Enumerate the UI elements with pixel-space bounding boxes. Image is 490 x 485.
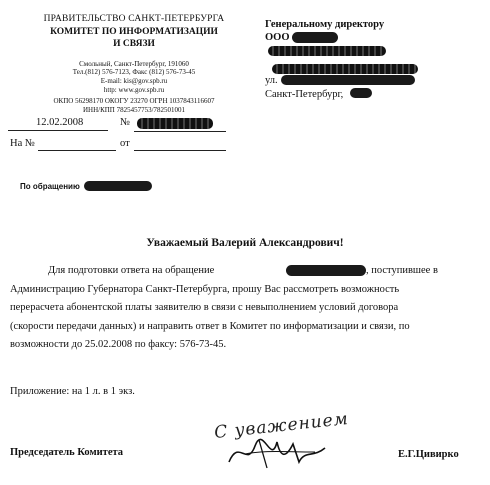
reg-date-field xyxy=(8,117,108,131)
redacted-house-number xyxy=(350,88,372,98)
sender-email: E-mail: kis@gov.spb.ru xyxy=(100,77,168,85)
handwritten-note: С уважением xyxy=(213,408,350,444)
sender-web: http: www.gov.spb.ru xyxy=(103,86,165,94)
signature-position: Председатель Комитета xyxy=(10,447,124,458)
reference-label: По обращению xyxy=(20,182,80,191)
body-line-5: возможности до 25.02.2008 по факсу: 576-73-45. xyxy=(10,339,227,350)
body-line-2: Администрацию Губернатора Санкт-Петербурга, прошу Вас рассмотреть возможность xyxy=(10,283,400,295)
sender-org-line1: ПРАВИТЕЛЬСТВО САНКТ-ПЕТЕРБУРГА xyxy=(43,14,225,24)
signature-name: Е.Г.Цивирко xyxy=(398,449,459,460)
sender-org-line3: И СВЯЗИ xyxy=(113,39,155,49)
body-line1-after: , поступившее в xyxy=(366,265,438,276)
body-line-4: (скорости передачи данных) и направить ответ в Комитет по информатизации и связи, по xyxy=(10,320,410,332)
redacted-reg-number xyxy=(137,118,213,129)
sender-codes: ОКПО 56298170 ОКОГУ 23270 ОГРН 1037843116607 xyxy=(53,97,215,105)
redacted-company-name xyxy=(292,32,338,43)
recipient-city: Санкт-Петербург, xyxy=(265,89,344,100)
recipient-company-prefix: ООО xyxy=(265,32,290,43)
body-line1-before: Для подготовки ответа на обращение xyxy=(48,265,215,276)
attachment-line: Приложение: на 1 л. в 1 экз. xyxy=(10,386,135,397)
from-label: от xyxy=(120,138,130,149)
na-label: На № xyxy=(10,138,35,149)
greeting: Уважаемый Валерий Александрович! xyxy=(146,237,344,249)
redacted-reference xyxy=(84,181,152,191)
sender-phones: Тел.(812) 576-7123, Факс (812) 576-73-45 xyxy=(72,68,196,76)
signature-scribble-icon xyxy=(225,432,330,472)
sender-address: Смольный, Санкт-Петербург, 191060 xyxy=(79,60,189,68)
redacted-address-line xyxy=(272,64,418,74)
reg-date: 12.02.2008 xyxy=(36,117,84,128)
redacted-company-line2 xyxy=(268,46,386,56)
recipient-title: Генеральному директору xyxy=(265,19,385,30)
recipient-street-prefix: ул. xyxy=(265,75,278,86)
letter-body xyxy=(10,262,476,355)
redacted-street xyxy=(281,75,415,85)
sender-inn: ИНН/КПП 7825457753/782501001 xyxy=(82,106,186,114)
body-line-1 xyxy=(10,262,476,281)
body-line-3: перерасчета абонентской платы заявителю в связи с невыполнением условий договора xyxy=(10,302,399,313)
reg-number-label: № xyxy=(120,117,131,128)
sender-org-line2: КОМИТЕТ ПО ИНФОРМАТИЗАЦИИ xyxy=(50,27,218,37)
redacted-applicant-name xyxy=(286,265,366,276)
